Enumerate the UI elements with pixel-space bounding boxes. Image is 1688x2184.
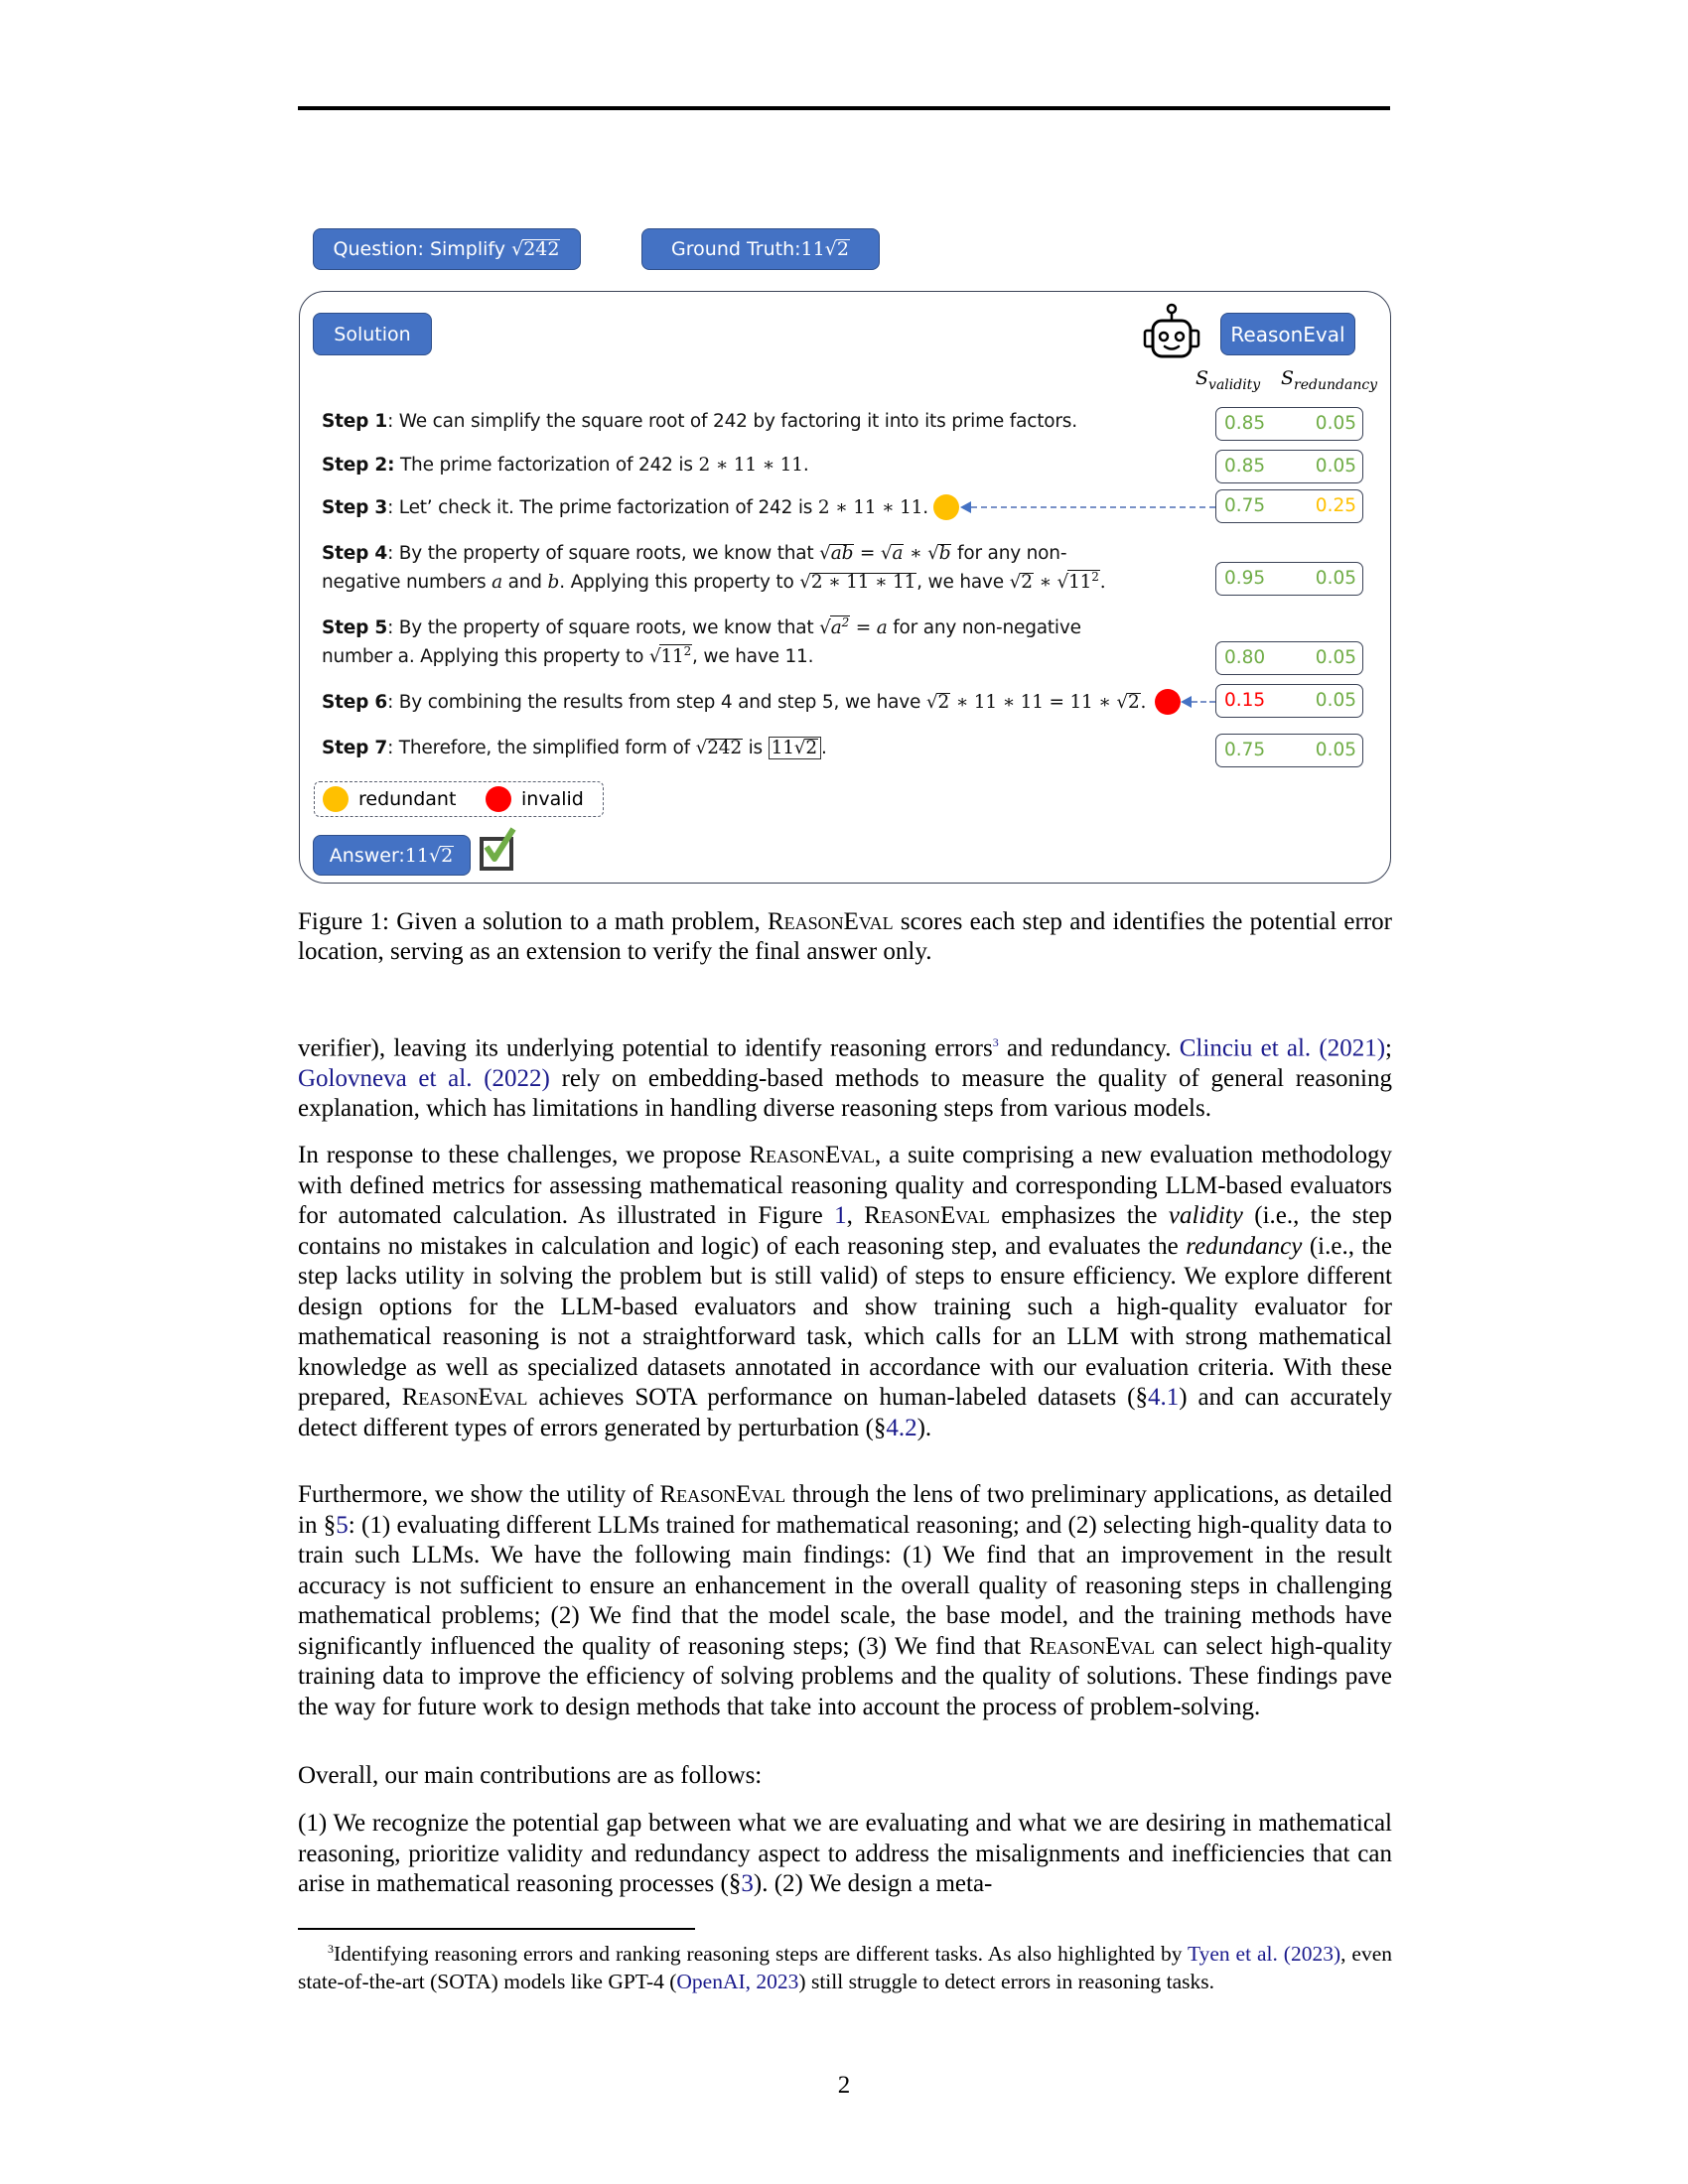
step-3-arrow — [971, 506, 1215, 508]
step-text: : Let’ check it. The prime factorization of 242 is — [387, 497, 818, 518]
figure-ref-link[interactable]: 1 — [834, 1202, 847, 1229]
caption-text: Figure 1: Given a solution to a math problem, — [298, 908, 768, 935]
footnote-3 — [298, 1936, 1392, 1995]
answer-pill: Answer: 11 √2 — [313, 835, 471, 876]
redundant-dot-icon — [323, 786, 349, 812]
text: , even state-of-the-art (SOTA) models like GPT-4 ( — [298, 1942, 1392, 1993]
text: achieves SOTA performance on human-labeled datasets (§ — [527, 1384, 1148, 1411]
step-label: Step 2: — [322, 455, 395, 476]
redundancy-score: 0.05 — [1315, 690, 1356, 711]
footnote-rule — [298, 1928, 695, 1930]
ground-truth-coef: 11 — [800, 238, 825, 260]
question-label: Question: Simplify — [333, 238, 506, 260]
text: Identifying reasoning errors and ranking reasoning steps are different tasks. As also highlighted by — [334, 1942, 1188, 1967]
step-text: is — [742, 738, 769, 758]
step-5-line-2: number a. Applying this property to $√11^2$, we have 11. — [322, 643, 814, 667]
legend-label: invalid — [521, 788, 584, 810]
text: (i.e., the step lacks utility in solving the problem but is still valid) of steps to ensure efficiency. We explore different design options for the LLM-based evaluators and show training such a high-quality evaluator for mathematical reasoning is not a straightforward task, which calls for an LLM with strong mathematical knowledge as well as specialized datasets annotated in accordance with our evaluation criteria. With these prepared, — [298, 1232, 1392, 1411]
solution-label: Solution — [334, 323, 411, 345]
score-step-7 — [1215, 734, 1363, 767]
redundancy-score: 0.25 — [1315, 495, 1356, 516]
redundancy-column-header — [1281, 367, 1377, 393]
footnote-mark: 3 — [328, 1942, 334, 1956]
paragraph-1 — [298, 1027, 1392, 1125]
step-text: : Therefore, the simplified form of — [387, 738, 696, 758]
redundancy-score: 0.05 — [1315, 568, 1356, 589]
step-text: number a. Applying this property to — [322, 646, 649, 667]
text: can select high-quality training data to improve the efficiency of solving problems and the quality of solutions. These findings pave the way for future work to design methods that take into account the process of problem-solving. — [298, 1632, 1392, 1720]
paragraph-2 — [298, 1141, 1392, 1443]
figure-caption — [298, 907, 1392, 967]
method-name: ReasonEval — [1029, 1632, 1156, 1660]
step-7: Step 7: Therefore, the simplified form of √242 is 11√2 . — [322, 738, 827, 758]
text: ). — [916, 1414, 932, 1441]
validity-score: 0.85 — [1224, 456, 1266, 477]
section-ref-link[interactable]: 3 — [741, 1870, 754, 1897]
score-step-1 — [1215, 407, 1363, 441]
step-2 — [322, 451, 809, 480]
step-text: . Applying this property to — [559, 572, 800, 593]
redundancy-subscript: redundancy — [1294, 376, 1378, 393]
solution-pill — [313, 313, 432, 355]
text: Furthermore, we show the utility of — [298, 1481, 660, 1508]
step-text: The prime factorization of 242 is — [394, 455, 699, 476]
step-text: : By the property of square roots, we know that — [387, 543, 820, 564]
text: ; — [1385, 1034, 1392, 1062]
text: , a suite comprising a new evaluation methodology with defined metrics for assessing mathematical reasoning quality and corresponding LLM-based evaluators for automated calculation. As illustrated in Figure — [298, 1142, 1392, 1229]
section-ref-link[interactable]: 4.2 — [886, 1414, 917, 1441]
arrowhead-icon — [1181, 696, 1192, 708]
robot-icon — [1142, 303, 1201, 360]
step-text: for any non-negative — [887, 617, 1081, 638]
score-step-3 — [1215, 489, 1363, 523]
text: verifier), leaving its underlying potential to identify reasoning errors — [298, 1034, 993, 1062]
legend-item-redundant — [323, 786, 456, 812]
validity-score: 0.75 — [1224, 495, 1266, 516]
step-text: and — [501, 572, 548, 593]
method-name: ReasonEval — [401, 1384, 528, 1411]
step-4-line-1: Step 4: By the property of square roots, we know that √ab = √a ∗ √b for any non- — [322, 543, 1067, 564]
method-name: ReasonEval — [767, 908, 894, 935]
redundancy-score: 0.05 — [1315, 740, 1356, 760]
step-label: Step 4 — [322, 543, 388, 564]
checkbox-checked-icon — [480, 837, 513, 871]
question-math: 242 — [523, 238, 560, 260]
legend — [314, 781, 604, 817]
text: ) and can accurately detect different types of errors generated by perturbation (§ — [298, 1384, 1392, 1441]
citation-link[interactable]: OpenAI, 2023 — [676, 1969, 799, 1993]
step-label: Step 6 — [322, 692, 388, 713]
validity-subscript: validity — [1208, 376, 1261, 393]
step-4-line-2: negative numbers a and b. Applying this property to √2 ∗ 11 ∗ 11, we have √2 ∗ $√11^2$. — [322, 569, 1106, 593]
text: ) still struggle to detect errors in reasoning tasks. — [798, 1969, 1214, 1993]
redundancy-symbol: S — [1281, 367, 1295, 389]
score-step-2 — [1215, 450, 1363, 483]
validity-score: 0.95 — [1224, 568, 1266, 589]
method-name: ReasonEval — [864, 1202, 990, 1229]
step-end: . — [922, 497, 928, 518]
question-pill: Question: Simplify √242 — [313, 228, 581, 270]
method-name: ReasonEval — [749, 1142, 875, 1168]
answer-rad: 2 — [441, 844, 454, 867]
citation-link[interactable]: Golovneva et al. (2022) — [298, 1064, 550, 1092]
step-text: for any non- — [951, 543, 1067, 564]
text: (1) We recognize the potential gap between what we are evaluating and what we are desiring in mathematical reasoning, prioritize validity and redundancy aspect to address the misalignments and inefficiencies that can arise in mathematical reasoning processes (§ — [298, 1810, 1392, 1897]
step-text: , we have 11. — [692, 646, 814, 667]
validity-symbol: S — [1196, 367, 1209, 389]
text: , — [846, 1202, 865, 1229]
text: rely on embedding-based methods to measure the quality of general reasoning explanation, which has limitations in handling diverse reasoning steps from various models. — [298, 1064, 1392, 1123]
redundancy-score: 0.05 — [1315, 647, 1356, 668]
ground-truth-rad: 2 — [836, 238, 849, 260]
method-name: ReasonEval — [659, 1481, 786, 1508]
step-6: Step 6: By combining the results from step 4 and step 5, we have √2 ∗ 11 ∗ 11 = 11 ∗ √2. — [322, 692, 1147, 713]
answer-label: Answer: — [329, 844, 405, 867]
redundancy-score: 0.05 — [1315, 413, 1356, 434]
reasoneval-pill — [1220, 313, 1355, 355]
text: through the lens of two preliminary applications, as detailed in § — [298, 1481, 1392, 1539]
validity-score: 0.75 — [1224, 740, 1266, 760]
step-1 — [322, 407, 1077, 437]
step-math: 2 ∗ 11 ∗ 11 — [817, 497, 923, 518]
step-text: negative numbers — [322, 572, 492, 593]
text: (i.e., the step contains no mistakes in calculation and logic) of each reasoning step, and evaluates the — [298, 1202, 1392, 1260]
score-step-4 — [1215, 562, 1363, 596]
step-label: Step 7 — [322, 738, 388, 758]
score-step-5 — [1215, 641, 1363, 675]
validity-score: 0.80 — [1224, 647, 1266, 668]
section-ref-link[interactable]: 4.1 — [1147, 1384, 1180, 1411]
text: and redundancy. — [998, 1034, 1180, 1062]
step-end: . — [802, 455, 809, 476]
paragraph-4 — [298, 1761, 1392, 1792]
citation-link[interactable]: Tyen et al. (2023) — [1187, 1942, 1341, 1967]
caption-text: scores each step and identifies the potential error location, serving as an extension to verify the final answer only. — [298, 908, 1392, 965]
text: In response to these challenges, we propose — [298, 1142, 750, 1168]
text: Overall, our main contributions are as follows: — [298, 1762, 763, 1789]
invalid-dot-icon — [486, 786, 511, 812]
step-end: . — [820, 738, 827, 758]
arrowhead-icon — [960, 501, 971, 513]
score-step-6 — [1215, 684, 1363, 718]
step-text: : We can simplify the square root of 242 by factoring it into its prime factors. — [387, 411, 1077, 432]
redundancy-score: 0.05 — [1315, 456, 1356, 477]
step-text: , we have — [916, 572, 1010, 593]
citation-link[interactable]: Clinciu et al. (2021) — [1179, 1034, 1386, 1062]
header-rule — [298, 106, 1390, 110]
step-label: Step 3 — [322, 497, 388, 518]
page-number: 2 — [837, 2072, 851, 2099]
ground-truth-pill: Ground Truth: 11 √2 — [641, 228, 880, 270]
validity-score: 0.85 — [1224, 413, 1266, 434]
redundant-marker — [933, 494, 959, 520]
step-6-arrow — [1192, 701, 1215, 703]
ground-truth-label: Ground Truth: — [671, 238, 801, 260]
answer-coef: 11 — [404, 844, 430, 867]
step-5-line-1: Step 5: By the property of square roots, we know that $√a^2 = a$ for any non-negative — [322, 614, 1081, 638]
step-text: : By combining the results from step 4 and step 5, we have — [387, 692, 926, 713]
reasoneval-label: ReasonEval — [1230, 322, 1345, 346]
term-validity: validity — [1168, 1202, 1243, 1229]
text: emphasizes the — [989, 1202, 1169, 1229]
footnote-marker[interactable]: 3 — [992, 1035, 999, 1049]
invalid-marker — [1155, 689, 1181, 715]
section-ref-link[interactable]: 5 — [336, 1511, 349, 1539]
boxed-answer: 11√2 — [769, 737, 821, 759]
legend-item-invalid — [486, 786, 584, 812]
step-math: 2 ∗ 11 ∗ 11 — [698, 455, 803, 476]
validity-column-header — [1196, 367, 1260, 393]
paragraph-3 — [298, 1480, 1392, 1722]
text: : (1) evaluating different LLMs trained for mathematical reasoning; and (2) selecting high-quality data to train such LLMs. We have the following main findings: (1) We find that an improvement in the result accuracy is not sufficient to ensure an enhancement in the overall quality of reasoning steps in challenging mathematical problems; (2) We find that the model scale, the base model, and the training methods have significantly influenced the quality of reasoning steps; (3) We find that — [298, 1511, 1392, 1660]
step-text: : By the property of square roots, we know that — [387, 617, 820, 638]
legend-label: redundant — [358, 788, 457, 810]
step-label: Step 5 — [322, 617, 388, 638]
step-label: Step 1 — [322, 411, 388, 432]
text: ). (2) We design a meta- — [753, 1870, 993, 1897]
step-3 — [322, 493, 928, 523]
validity-score: 0.15 — [1224, 690, 1266, 711]
term-redundancy: redundancy — [1186, 1232, 1303, 1260]
paragraph-5 — [298, 1809, 1392, 1900]
